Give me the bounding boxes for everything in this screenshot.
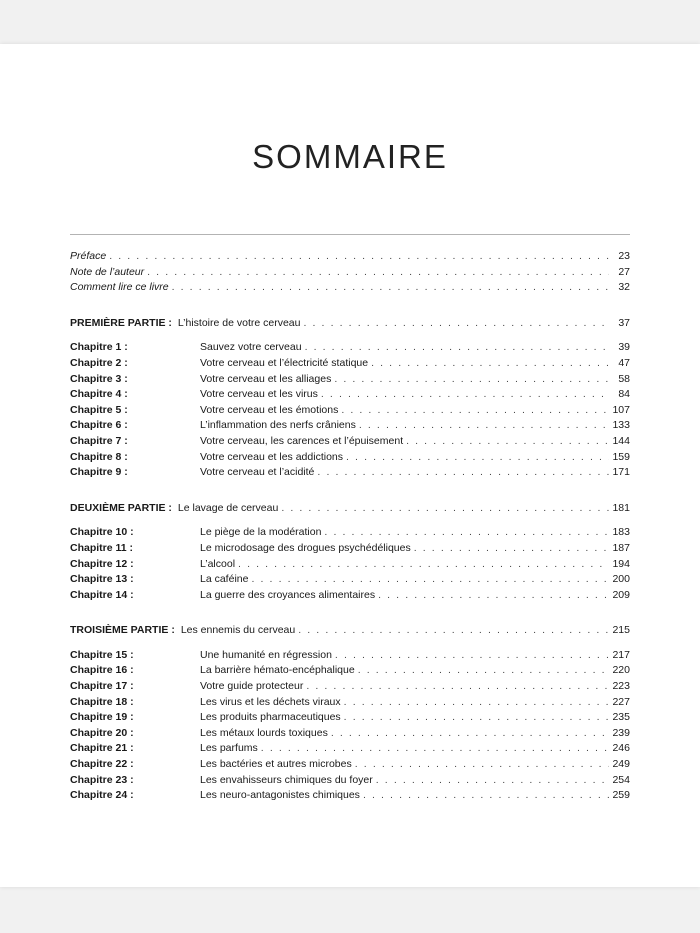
page-number: 215 [612,624,630,637]
chapter-entry[interactable] [70,557,630,573]
chapter-title: La guerre des croyances alimentaires [200,588,376,601]
part-section [70,501,630,604]
chapter-label: Chapitre 8 : [70,450,128,463]
page-number: 246 [612,742,630,755]
chapter-title: Votre cerveau et l’acidité [200,466,315,479]
chapter-entry[interactable] [70,648,630,664]
dot-leader [344,710,609,726]
dot-leader [238,557,609,573]
page-number: 223 [612,680,630,693]
chapter-entry[interactable] [70,403,630,419]
entry-title: Comment lire ce livre [70,281,169,294]
dot-leader [324,525,609,541]
dot-leader [335,648,609,664]
dot-leader [359,418,609,434]
dot-leader [371,356,609,372]
chapter-label: Chapitre 12 : [70,557,134,570]
chapter-label: Chapitre 9 : [70,466,128,479]
page-number: 227 [612,695,630,708]
chapter-title: Sauvez votre cerveau [200,341,302,354]
chapter-entry[interactable] [70,679,630,695]
chapter-label: Chapitre 5 : [70,403,128,416]
chapter-label: Chapitre 20 : [70,726,134,739]
page-number: 144 [612,434,630,447]
front-matter [70,249,630,296]
page-number: 259 [612,789,630,802]
chapter-title: Votre cerveau et les addictions [200,450,344,463]
chapter-label: Chapitre 14 : [70,588,134,601]
toc-entry[interactable] [70,265,630,281]
page-number: 32 [618,281,630,294]
page-number: 200 [612,573,630,586]
dot-leader [306,679,609,695]
entry-title: Préface [70,250,107,262]
dot-leader [363,788,609,804]
dot-leader [355,757,609,773]
chapter-label: Chapitre 18 : [70,695,134,708]
chapter-label: Chapitre 11 : [70,541,134,554]
dot-leader [376,773,609,789]
entry-title: Note de l’auteur [70,265,145,278]
chapter-title: Les parfums [200,742,258,755]
chapter-label: Chapitre 21 : [70,742,134,755]
chapter-title: Votre cerveau et les alliages [200,372,332,385]
chapter-label: Chapitre 2 : [70,356,128,369]
page-number: 84 [618,388,630,401]
chapter-entry[interactable] [70,726,630,742]
dot-leader [321,387,609,403]
page-number: 239 [612,726,630,739]
chapter-entry[interactable] [70,418,630,434]
dot-leader [406,434,609,450]
chapter-label: Chapitre 16 : [70,664,134,677]
dot-leader [147,265,609,281]
chapter-label: Chapitre 23 : [70,773,134,786]
chapter-title: Le piège de la modération [200,526,322,539]
chapter-title: Une humanité en régression [200,648,332,661]
dot-leader [317,465,609,481]
part-heading[interactable] [70,501,630,517]
page-number: 181 [612,501,630,514]
chapter-label: Chapitre 1 : [70,341,128,354]
chapter-entry[interactable] [70,450,630,466]
page-number: 254 [612,773,630,786]
dot-leader [251,572,609,588]
chapter-title: Votre guide protecteur [200,680,304,693]
chapter-title: L’inflammation des nerfs crâniens [200,419,356,432]
chapter-label: Chapitre 19 : [70,711,134,724]
part-heading[interactable] [70,316,630,332]
chapter-entry[interactable] [70,788,630,804]
page-number: 235 [612,711,630,724]
dot-leader [331,726,609,742]
chapter-entry[interactable] [70,340,630,356]
dot-leader [378,588,609,604]
chapter-entry[interactable] [70,741,630,757]
part-section [70,316,630,481]
page-number: 39 [618,341,630,354]
toc-entry[interactable] [70,249,630,265]
dot-leader [341,403,609,419]
chapter-entry[interactable] [70,757,630,773]
page-title: SOMMAIRE [252,138,448,176]
page-number: 37 [618,316,630,329]
chapter-title: Le microdosage des drogues psychédéliques [200,541,411,554]
chapter-label: Chapitre 6 : [70,419,128,432]
chapter-title: Votre cerveau et les virus [200,388,318,401]
chapter-title: L’alcool [200,557,236,570]
part-title: Le lavage de cerveau [177,501,279,514]
dot-leader [281,501,609,517]
chapter-entry[interactable] [70,372,630,388]
part-label: PREMIÈRE PARTIE : [70,316,172,329]
chapter-title: Les métaux lourds toxiques [200,726,328,739]
page-number: 220 [612,664,630,677]
part-title: Les ennemis du cerveau [180,624,296,637]
dot-leader [261,741,609,757]
dot-leader [172,280,609,296]
page-number: 249 [612,758,630,771]
page-number: 194 [612,557,630,570]
dot-leader [303,316,609,332]
page-number: 58 [618,372,630,385]
page-number: 183 [612,526,630,539]
chapter-entry[interactable] [70,387,630,403]
chapter-title: Votre cerveau et les émotions [200,403,339,416]
dot-leader [344,695,609,711]
chapter-label: Chapitre 13 : [70,573,134,586]
chapter-entry[interactable] [70,710,630,726]
dot-leader [334,372,609,388]
part-title: L’histoire de votre cerveau [177,316,301,329]
page-number: 217 [612,648,630,661]
page-number: 133 [612,419,630,432]
page-number: 187 [612,541,630,554]
page-number: 209 [612,588,630,601]
chapter-label: Chapitre 24 : [70,789,134,802]
toc-entry[interactable] [70,280,630,296]
chapter-entry[interactable] [70,541,630,557]
chapter-title: La barrière hémato-encéphalique [200,664,355,677]
dot-leader [109,249,609,265]
chapter-entry[interactable] [70,434,630,450]
title-divider [70,234,630,235]
chapter-title: Les virus et les déchets viraux [200,695,341,708]
part-label: DEUXIÈME PARTIE : [70,501,172,514]
page-number: 159 [612,450,630,463]
chapter-label: Chapitre 15 : [70,648,134,661]
chapter-label: Chapitre 10 : [70,526,134,539]
chapter-entry[interactable] [70,588,630,604]
page-number: 27 [618,265,630,278]
part-label: TROISIÈME PARTIE : [70,624,175,637]
chapter-entry[interactable] [70,356,630,372]
chapter-entry[interactable] [70,663,630,679]
chapter-title: La caféine [200,573,249,586]
part-section [70,623,630,804]
chapter-title: Les produits pharmaceutiques [200,711,341,724]
chapter-entry[interactable] [70,572,630,588]
dot-leader [358,663,609,679]
page-number: 107 [612,403,630,416]
dot-leader [346,450,609,466]
chapter-title: Votre cerveau et l’électricité statique [200,356,369,369]
chapter-title: Les bactéries et autres microbes [200,758,352,771]
chapter-entry[interactable] [70,773,630,789]
dot-leader [305,340,609,356]
chapter-label: Chapitre 3 : [70,372,128,385]
chapter-title: Votre cerveau, les carences et l’épuisement [200,434,404,447]
page-number: 171 [612,466,630,479]
dot-leader [414,541,609,557]
table-of-contents [70,249,630,804]
chapter-entry[interactable] [70,465,630,481]
chapter-title: Les neuro-antagonistes chimiques [200,789,360,802]
chapter-label: Chapitre 4 : [70,388,128,401]
parts-list [70,316,630,804]
page-number: 47 [618,356,630,369]
chapter-title: Les envahisseurs chimiques du foyer [200,773,373,786]
page-number: 23 [618,250,630,262]
chapter-label: Chapitre 7 : [70,434,128,447]
chapter-label: Chapitre 22 : [70,758,134,771]
part-heading[interactable] [70,623,630,639]
dot-leader [298,623,609,639]
chapter-entry[interactable] [70,695,630,711]
chapter-label: Chapitre 17 : [70,680,134,693]
document-page [0,44,700,887]
chapter-entry[interactable] [70,525,630,541]
